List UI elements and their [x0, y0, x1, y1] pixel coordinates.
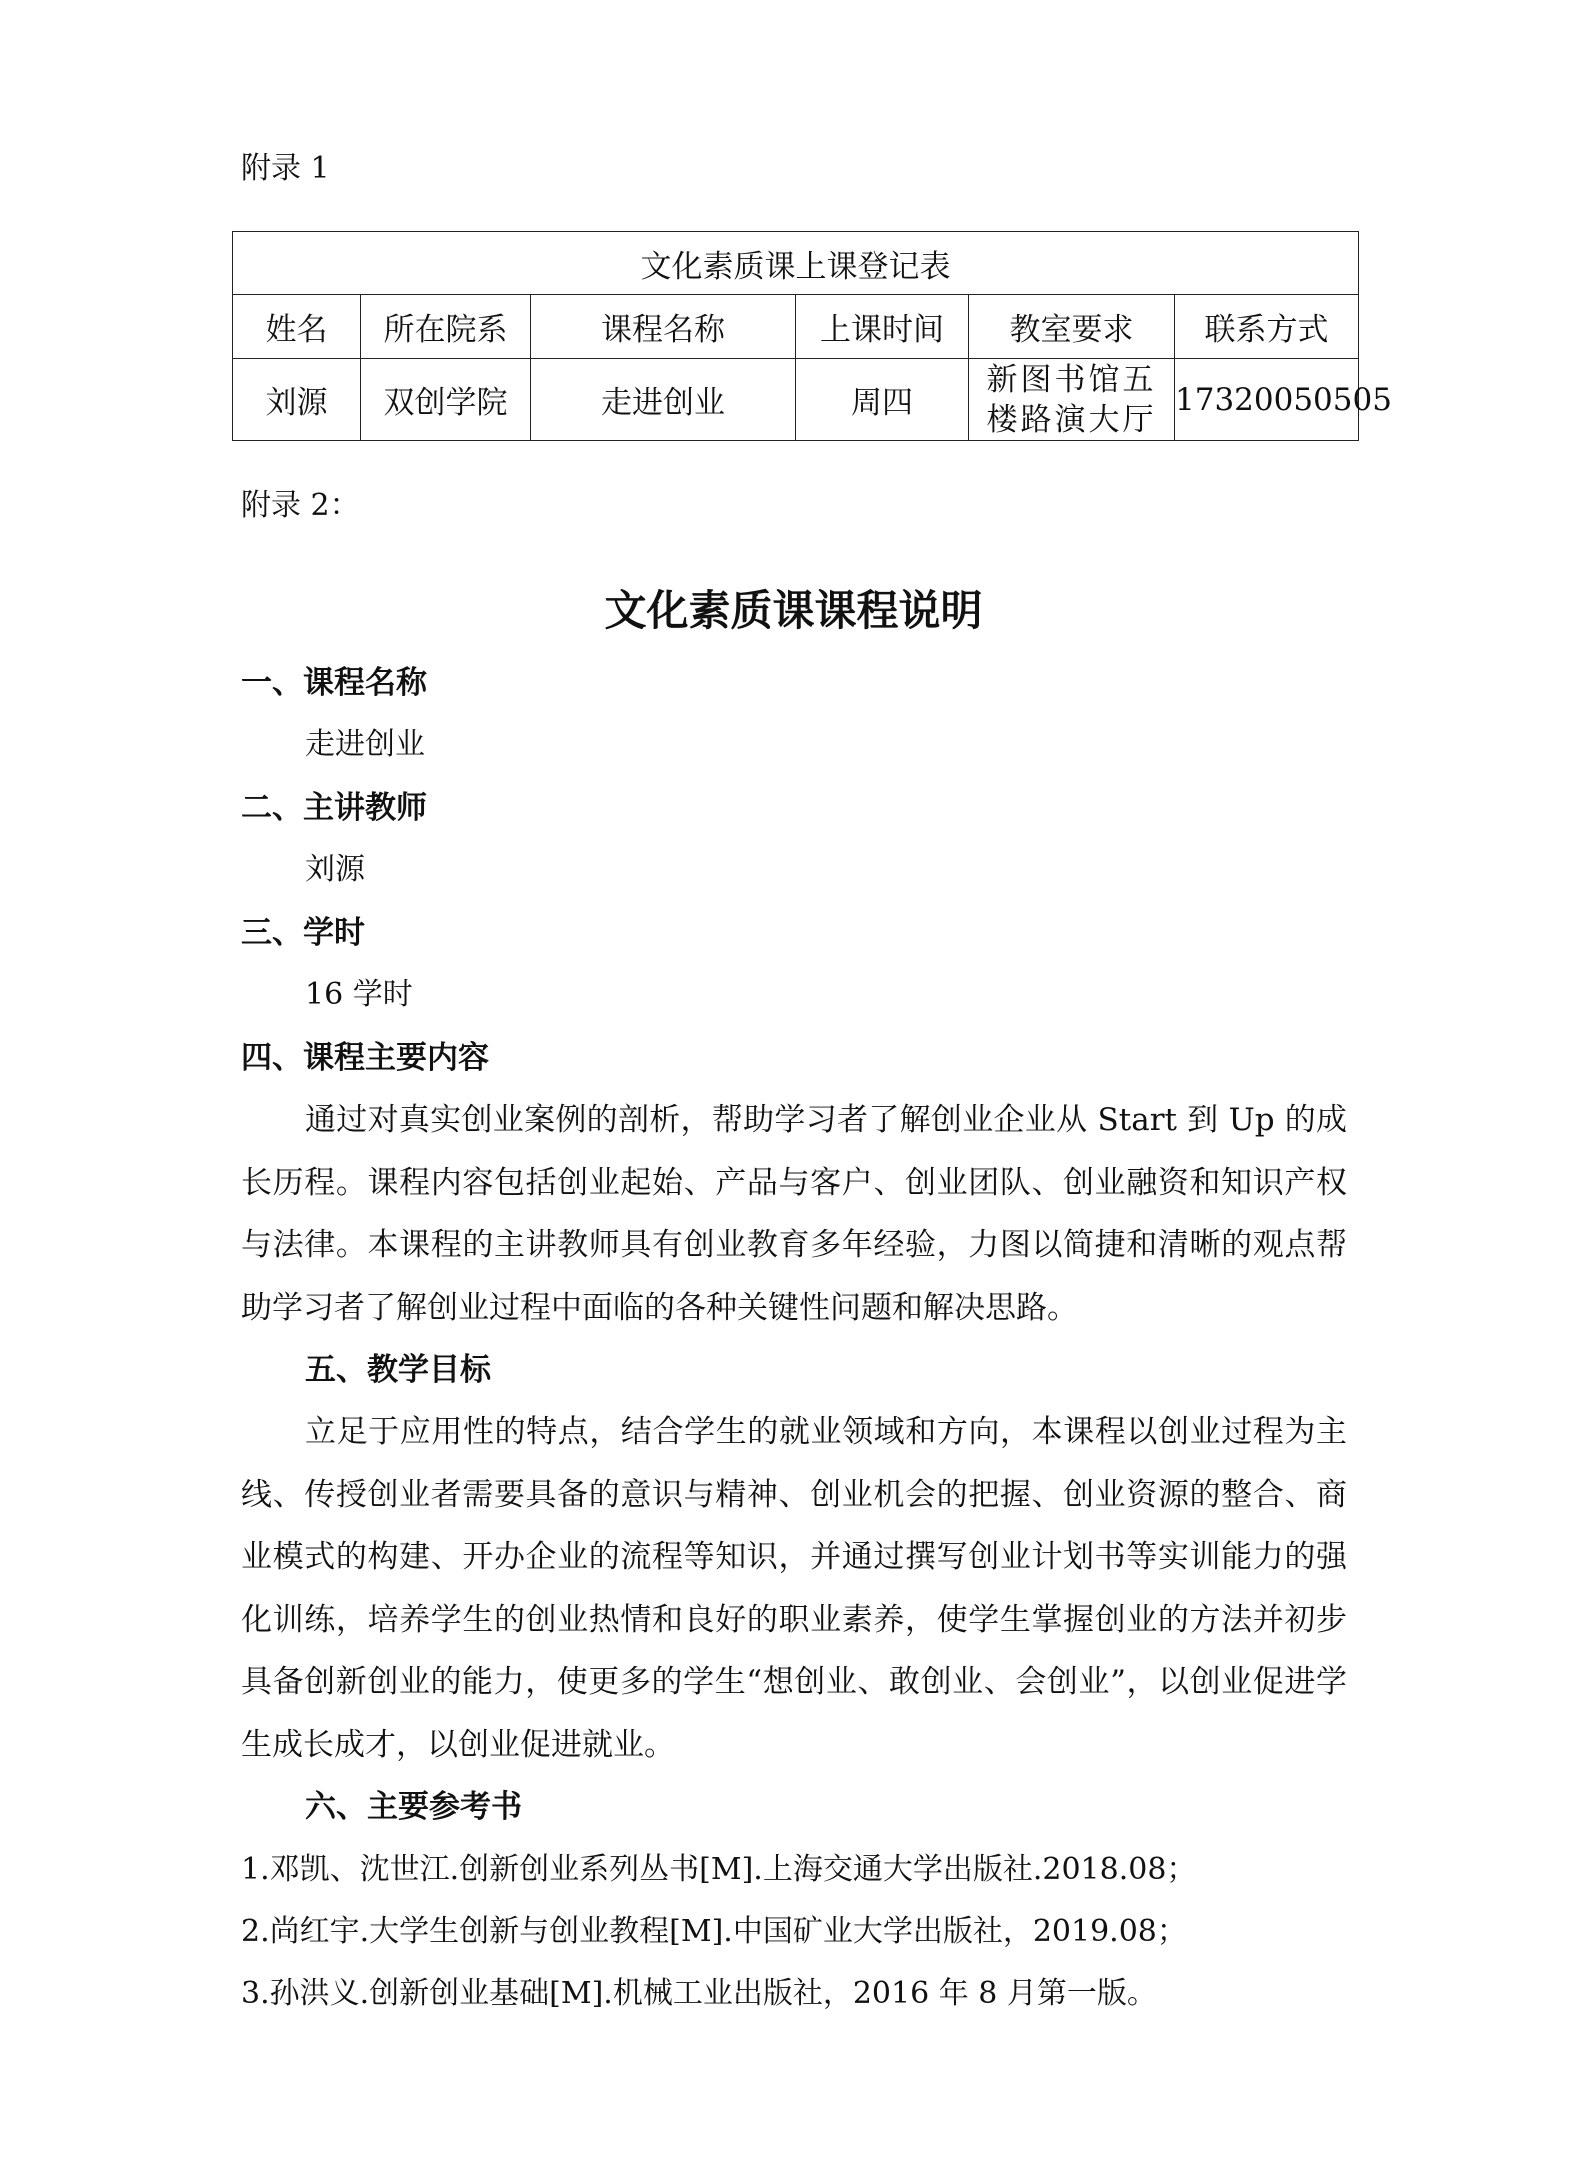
- table-title: 文化素质课上课登记表: [233, 232, 1359, 295]
- registration-table: [232, 231, 1392, 441]
- table-header-row: [233, 295, 1359, 359]
- section-4-body: 通过对真实创业案例的剖析，帮助学习者了解创业企业从 Start 到 Up 的成长历程。课程内容包括创业起始、产品与客户、创业团队、创业融资和知识产权与法律。本课程的主讲教师具有创业教育多年经验，力图以简捷和清晰的观点帮助学习者了解创业过程中面临的各种关键性问题和解决思路。: [241, 1102, 1347, 1326]
- appendix-2-label: 附录 2：: [241, 488, 360, 523]
- table-row: [233, 359, 1359, 441]
- cell-classroom-line2: 楼路演大厅: [986, 401, 1157, 438]
- header-contact: 联系方式: [1175, 295, 1359, 359]
- section-2-body: 刘源: [305, 852, 365, 887]
- section-1-heading: 一、课程名称: [241, 665, 427, 701]
- cell-department: 双创学院: [361, 359, 531, 441]
- section-5-body: 立足于应用性的特点，结合学生的就业领域和方向，本课程以创业过程为主线、传授创业者需要具备的意识与精神、创业机会的把握、创业资源的整合、商业模式的构建、开办企业的流程等知识，并通过撰写创业计划书等实训能力的强化训练，培养学生的创业热情和良好的职业素养，使学生掌握创业的方法并初步具备创新创业的能力，使更多的学生“想创业、敢创业、会创业”，以创业促进学生成长成才，以创业促进就业。: [241, 1414, 1347, 1763]
- header-name: 姓名: [233, 295, 361, 359]
- reference-item-3: 3.孙洪义.创新创业基础[M].机械工业出版社，2016 年 8 月第一版。: [241, 1976, 1157, 2011]
- doc-title: 文化素质课课程说明: [604, 586, 983, 635]
- reference-item-1: 1.邓凯、沈世江.创新创业系列丛书[M].上海交通大学出版社.2018.08；: [241, 1852, 1197, 1887]
- cell-time: 周四: [796, 359, 969, 441]
- cell-contact: 17320050505: [1175, 359, 1359, 441]
- header-department: 所在院系: [361, 295, 531, 359]
- header-classroom: 教室要求: [969, 295, 1175, 359]
- cell-classroom: [969, 359, 1175, 441]
- section-1-body: 走进创业: [305, 727, 425, 762]
- appendix-1-label: 附录 1: [241, 151, 330, 186]
- header-time: 上课时间: [796, 295, 969, 359]
- cell-name: 刘源: [233, 359, 361, 441]
- cell-classroom-line1: 新图书馆五: [986, 361, 1157, 398]
- section-3-body: 16 学时: [305, 977, 413, 1012]
- section-4-heading: 四、课程主要内容: [241, 1040, 489, 1076]
- cell-course: 走进创业: [531, 359, 796, 441]
- section-5-heading: 五、教学目标: [305, 1352, 491, 1388]
- section-2-heading: 二、主讲教师: [241, 790, 427, 826]
- header-course: 课程名称: [531, 295, 796, 359]
- reference-item-2: 2.尚红宇.大学生创新与创业教程[M].中国矿业大学出版社，2019.08；: [241, 1914, 1187, 1949]
- section-3-heading: 三、学时: [241, 915, 365, 951]
- section-6-heading: 六、主要参考书: [305, 1789, 522, 1825]
